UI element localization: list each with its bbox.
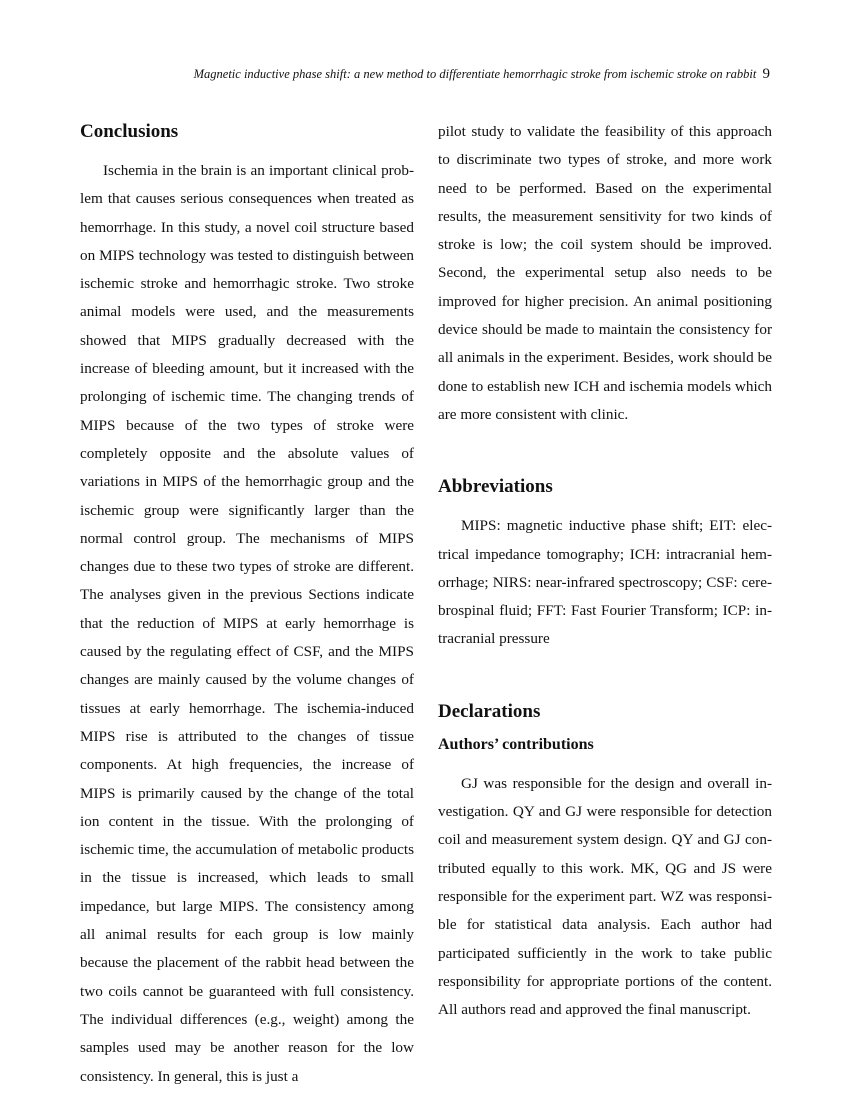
abbreviations-paragraph: MIPS: magnetic inductive phase shift; EIT: electrical impedance tomography; ICH: intracranial hemorrhage; NIRS: near-infrared spectroscopy; CSF: cerebrospinal fluid; FFT: Fast Fourier Transform; ICP: intracranial pressure: [438, 517, 772, 648]
left-column: [80, 118, 414, 1091]
declarations-heading: Declarations: [438, 700, 541, 722]
authors-contributions-paragraph: GJ was responsible for the design and overall investigation. QY and GJ were responsible for detection coil and measurement system design. QY and GJ contributed equally to this work. MK, QG and JS were responsible for the experiment part. WZ was responsible for statistical data analysis. Each author had participated sufficiently in the work to take public responsibility for appropriate portions of the content. All authors read and approved the final manuscript.: [438, 774, 772, 1019]
conclusions-paragraph-continued: pilot study to validate the feasibility of this approach to discriminate two types of stroke, and more work need to be performed. Based on the experimental results, the measurement sensitivity for two kinds of stroke is low; the coil system should be improved. Second, the experimental setup also needs to be improved for higher precision. An animal positioning device should be made to maintain the consistency for all animals in the experiment. Besides, work should be done to establish new ICH and ischemia models which are more consistent with clinic.: [438, 123, 772, 423]
conclusions-paragraph: Ischemia in the brain is an important clinical problem that causes serious consequences when treated as hemorrhage. In this study, a novel coil structure based on MIPS technology was tested to distinguish between ischemic stroke and hemorrhagic stroke. Two stroke animal models were used, and the measurements showed that MIPS gradually decreased with the increase of bleeding amount, but it increased with the prolonging of ischemic time. The changing trends of MIPS because of the two types of stroke were completely opposite and the absolute values of variations in MIPS of the hemorrhagic group and the ischemic group were significantly larger than the normal control group. The mechanisms of MIPS changes due to these two types of stroke are different. The analyses given in the previous Sections indicate that the reduction of MIPS at early hemorrhage is caused by the regulating effect of CSF, and the MIPS changes are mainly caused by the volume changes of tissues at early hemorrhage. The ischemia-induced MIPS rise is attributed to the changes of tissue components. At high frequencies, the increase of MIPS is primarily caused by the change of the total ion content in the tissue. With the prolonging of ischemic time, the accumulation of metabolic products in the tissue is increased, which leads to small impedance, but large MIPS. The consistency among all animal results for each group is low mainly because the placement of the rabbit head between the two coils cannot be guaranteed with full consistency. The individual differences (e.g., weight) among the samples used may be another reason for the low consistency. In general, this is just a: [80, 162, 414, 1085]
running-title: Magnetic inductive phase shift: a new method to differentiate hemorrhagic stroke from ischemic stroke on rabbit: [193, 67, 757, 81]
page-number: 9: [762, 66, 770, 82]
running-header: [80, 66, 770, 82]
conclusions-heading: Conclusions: [80, 121, 179, 142]
abbreviations-heading: Abbreviations: [438, 476, 553, 498]
right-column: [438, 118, 772, 1024]
authors-contributions-heading: Authors’ contributions: [438, 735, 594, 753]
